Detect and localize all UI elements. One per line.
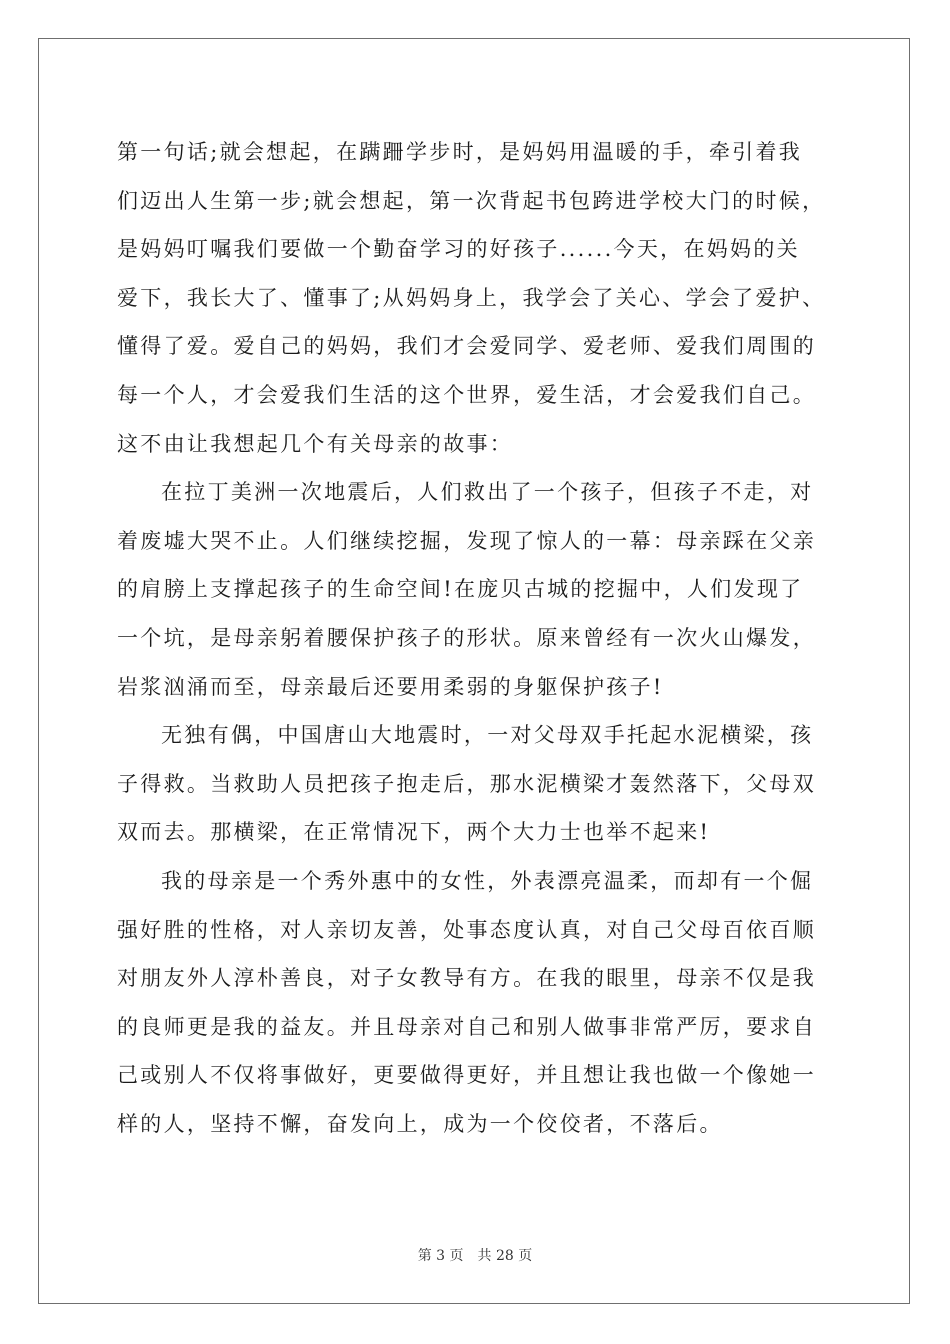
text-line: 子得救。当救助人员把孩子抱走后，那水泥横梁才轰然落下，父母双 (117, 771, 816, 796)
text-line: 着废墟大哭不止。人们继续挖掘，发现了惊人的一幕：母亲踩在父亲 (117, 528, 816, 553)
text-line: 的良师更是我的益友。并且母亲对自己和别人做事非常严厉，要求自 (117, 1014, 816, 1039)
text-line: 每一个人，才会爱我们生活的这个世界，爱生活，才会爱我们自己。 (117, 382, 816, 407)
text-line: 爱下，我长大了、懂事了;从妈妈身上，我学会了关心、学会了爱护、 (117, 285, 826, 310)
text-line: 一个坑，是母亲躬着腰保护孩子的形状。原来曾经有一次火山爆发， (117, 625, 816, 650)
text-line: 的肩膀上支撑起孩子的生命空间!在庞贝古城的挖掘中，人们发现了 (117, 577, 804, 602)
text-line: 第一句话;就会想起，在蹒跚学步时，是妈妈用温暖的手，牵引着我 (117, 140, 803, 164)
text-line: 无独有偶，中国唐山大地震时，一对父母双手托起水泥横梁，孩 (161, 723, 814, 748)
text-line: 懂得了爱。爱自己的妈妈，我们才会爱同学、爱老师、爱我们周围的 (117, 334, 816, 359)
text-line: 强好胜的性格，对人亲切友善，处事态度认真，对自己父母百依百顺 (117, 917, 816, 942)
document-body (117, 128, 857, 1148)
text-line: 这不由让我想起几个有关母亲的故事： (117, 431, 514, 456)
text-line: 样的人，坚持不懈，奋发向上，成为一个佼佼者，不落后。 (117, 1111, 723, 1136)
text-line: 己或别人不仅将事做好，更要做得更好，并且想让我也做一个像她一 (117, 1063, 816, 1088)
text-line: 们迈出人生第一步;就会想起，第一次背起书包跨进学校大门的时候， (117, 188, 826, 213)
page-number: 第 3 页 (417, 1248, 464, 1264)
text-line: 岩浆汹涌而至，母亲最后还要用柔弱的身躯保护孩子! (117, 674, 664, 699)
text-line: 对朋友外人淳朴善良，对子女教导有方。在我的眼里，母亲不仅是我 (117, 966, 816, 991)
text-line: 双而去。那横梁，在正常情况下，两个大力士也举不起来! (117, 820, 711, 845)
text-line: 我的母亲是一个秀外惠中的女性，外表漂亮温柔，而却有一个倔 (161, 868, 814, 893)
page-total: 共 28 页 (477, 1248, 533, 1264)
page-footer (0, 1245, 950, 1265)
text-line: 是妈妈叮嘱我们要做一个勤奋学习的好孩子......今天，在妈妈的关 (117, 237, 800, 262)
text-line: 在拉丁美洲一次地震后，人们救出了一个孩子，但孩子不走，对 (161, 480, 814, 505)
